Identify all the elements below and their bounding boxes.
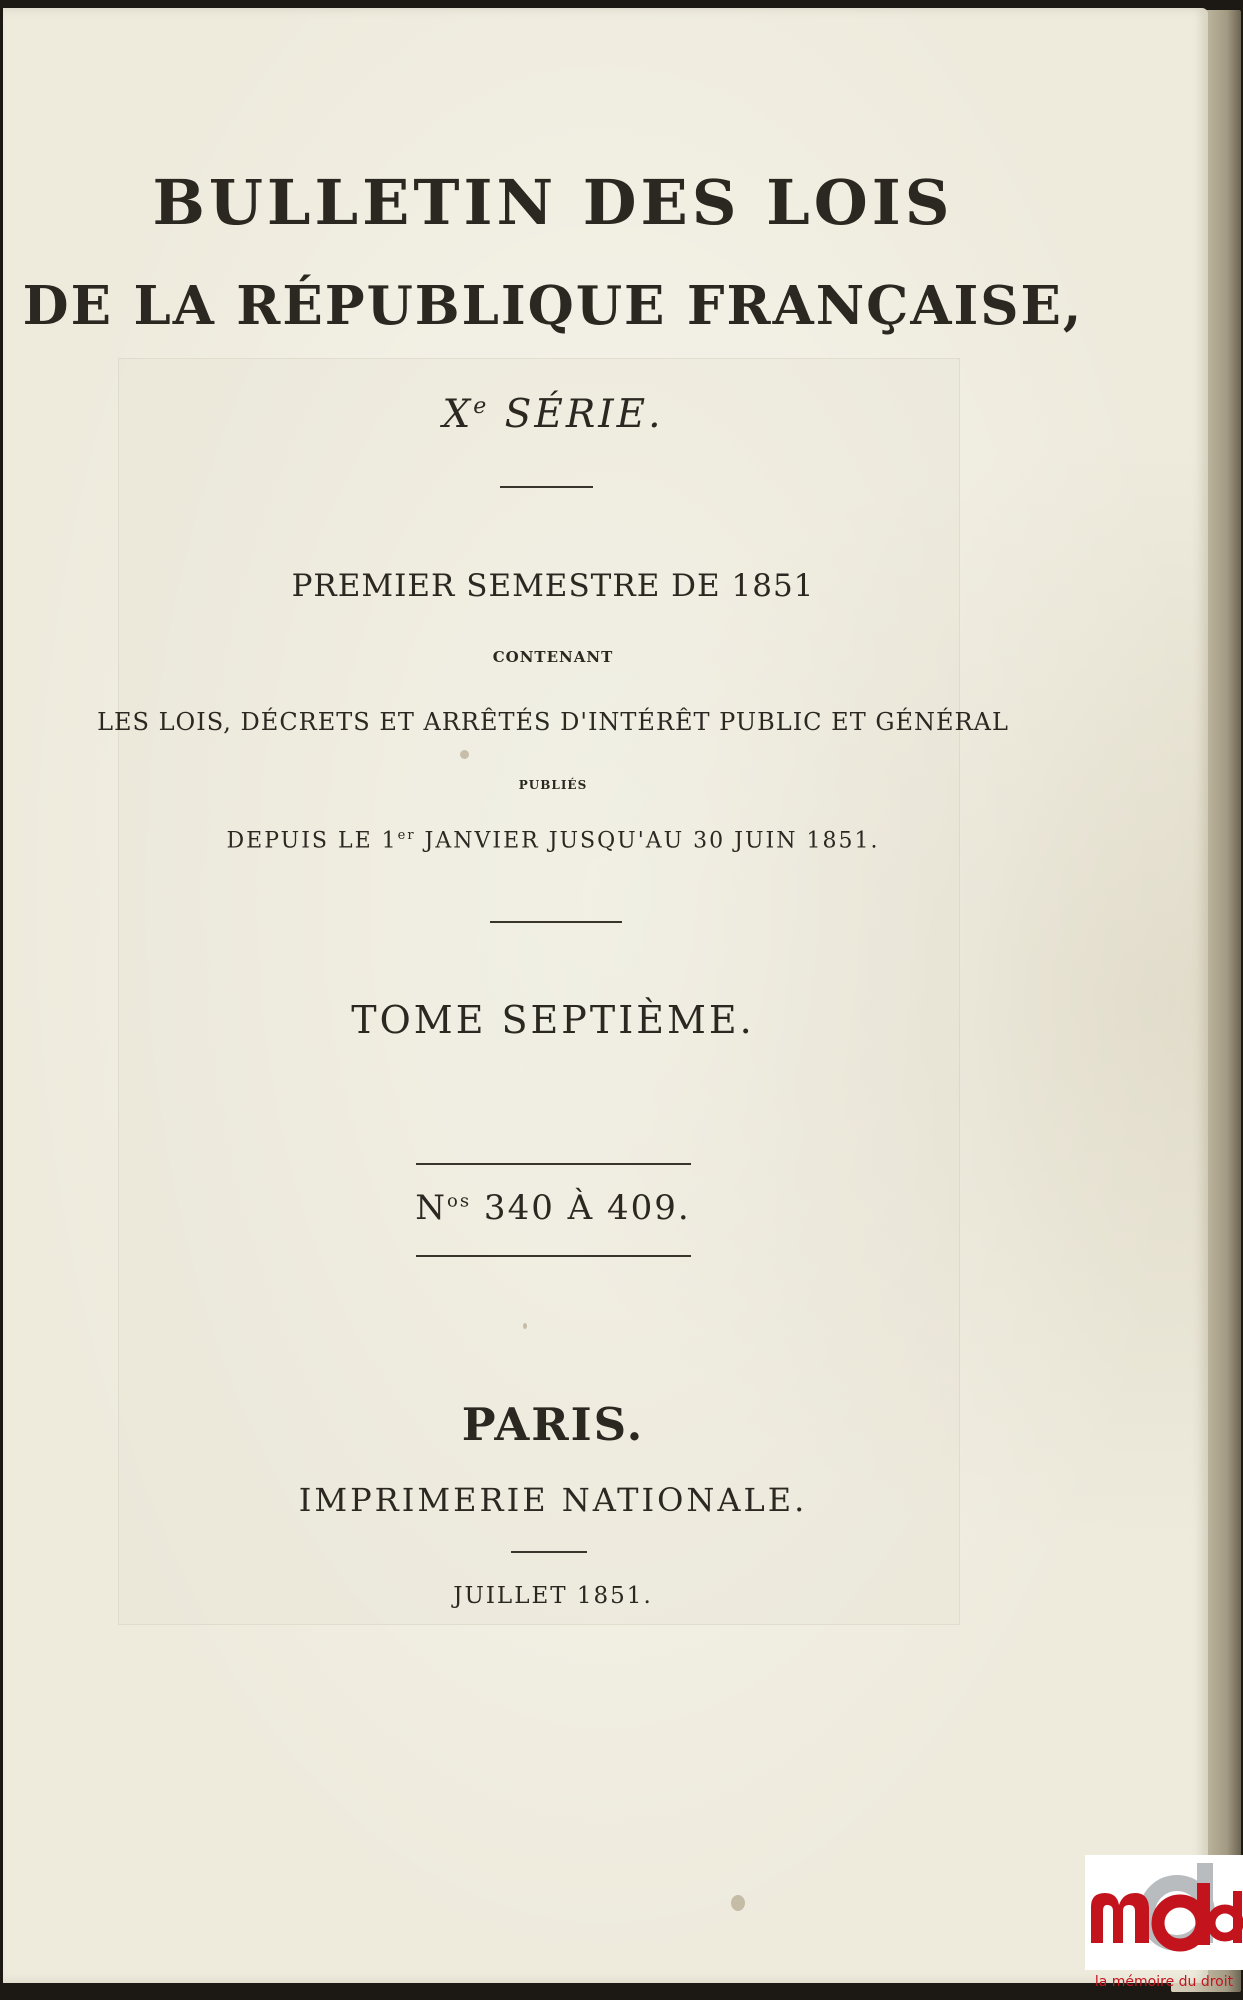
period-superscript: er [397, 828, 416, 843]
semester-line: PREMIER SEMESTRE DE 1851 [291, 568, 815, 604]
foxing-spot [460, 750, 469, 759]
printer-line: IMPRIMERIE NATIONALE. [298, 1481, 808, 1519]
publies-line: PUBLIÉS [518, 778, 588, 792]
series-label: SÉRIE. [489, 392, 664, 437]
title-line-1: BULLETIN DES LOIS [152, 166, 954, 239]
logo-tagline: la mémoire du droit [1094, 1974, 1234, 1990]
date-line: JUILLET 1851. [453, 1583, 653, 1609]
period-end: JANVIER JUSQU'AU 30 JUIN 1851. [415, 828, 880, 854]
contenant-line: CONTENANT [492, 648, 614, 666]
numbers-prefix: N [415, 1188, 448, 1228]
title-page [3, 8, 1208, 1983]
numbers-superscript: os [447, 1190, 472, 1212]
divider-rule [500, 486, 593, 488]
divider-rule [416, 1255, 691, 1257]
title-line-2: DE LA RÉPUBLIQUE FRANÇAISE, [22, 275, 1084, 337]
mdd-logo-icon [1085, 1855, 1243, 1970]
foxing-spot [731, 1895, 745, 1911]
series-numeral: X [442, 392, 474, 437]
numbers-range: 340 À 409. [471, 1188, 691, 1228]
period-line [3, 828, 1103, 853]
divider-rule [416, 1163, 691, 1165]
tome-line: TOME SEPTIÈME. [351, 998, 755, 1042]
divider-rule [511, 1551, 587, 1553]
mdd-watermark-logo [1085, 1855, 1243, 1995]
series-superscript: e [473, 394, 490, 419]
city-line: PARIS. [461, 1398, 645, 1451]
period-start: DEPUIS LE 1 [226, 828, 398, 854]
contents-line: LES LOIS, DÉCRETS ET ARRÊTÉS D'INTÉRÊT PUBLIC ET GÉNÉRAL [97, 708, 1009, 736]
series-line [3, 392, 1103, 437]
divider-rule [490, 921, 622, 923]
numbers-line [3, 1188, 1103, 1228]
foxing-spot [523, 1323, 527, 1329]
